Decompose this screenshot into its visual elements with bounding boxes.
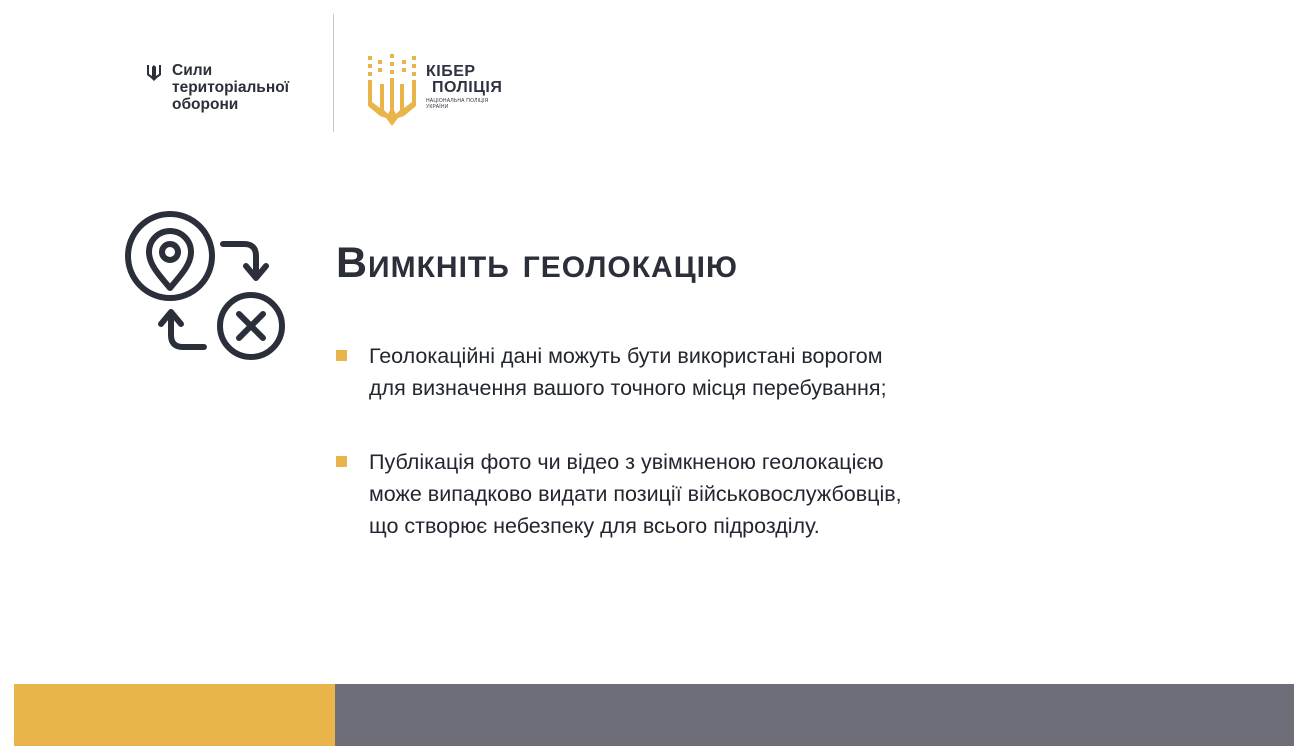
trident-icon (146, 64, 162, 82)
tro-line: Сили (172, 62, 213, 79)
national-police-label: НАЦІОНАЛЬНА ПОЛІЦІЯ (426, 98, 489, 104)
ukraine-label: УКРАЇНИ (426, 104, 449, 110)
footer-accent-bar (14, 684, 335, 746)
bullet-line: для визначення вашого точного місця перебування; (369, 376, 887, 400)
header-divider (333, 14, 334, 132)
bullet-marker (336, 456, 347, 467)
cyber-police-name (426, 64, 502, 110)
page-title: Вимкніть геолокацію (336, 239, 738, 287)
location-off-icon (120, 210, 290, 365)
bullet-line: що створює небезпеку для всього підрозділу. (369, 514, 820, 538)
territorial-defense-name (172, 62, 289, 113)
list-item (336, 446, 1056, 542)
bullet-list (336, 340, 1056, 542)
territorial-defense-logo (146, 62, 289, 113)
bullet-marker (336, 350, 347, 361)
tro-line: оборони (172, 96, 239, 113)
bullet-text (369, 446, 902, 542)
cyber-police-logo (366, 52, 502, 126)
bullet-line: Публікація фото чи відео з увімкненою геолокацією (369, 450, 884, 474)
cyber-label: КІБЕР (426, 63, 476, 80)
bullet-text (369, 340, 887, 404)
list-item (336, 340, 1056, 404)
bullet-line: може випадково видати позиції військовослужбовців, (369, 482, 902, 506)
footer-bar (335, 684, 1294, 746)
tro-line: територіальної (172, 79, 290, 96)
cyber-police-emblem-icon (366, 52, 418, 126)
bullet-line: Геолокаційні дані можуть бути використані ворогом (369, 344, 883, 368)
police-label: ПОЛІЦІЯ (432, 79, 503, 96)
